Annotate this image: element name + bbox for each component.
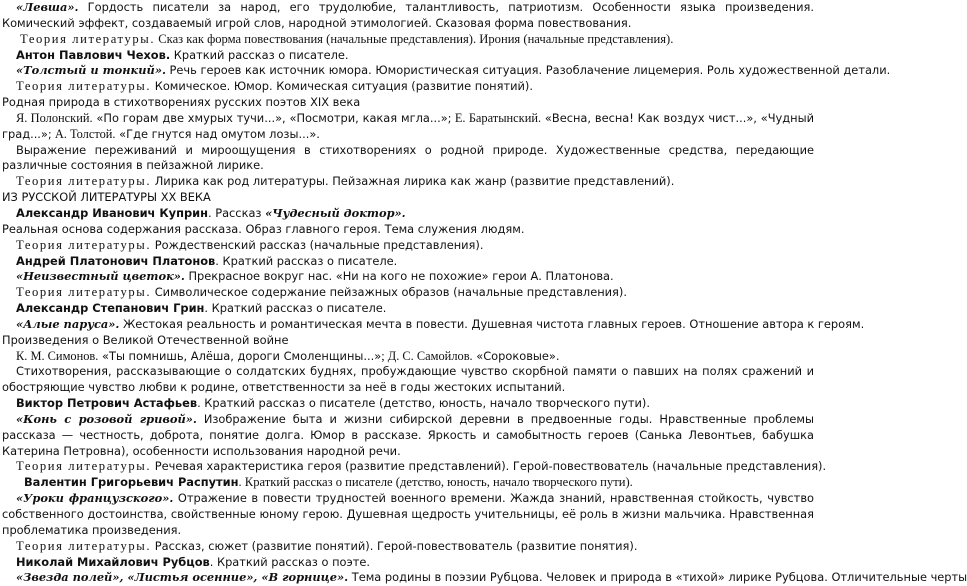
paragraph-text: . Рассказ [207, 205, 266, 220]
paragraph-author [2, 396, 814, 412]
work-title: «Левша». [16, 0, 79, 14]
work-title: «Толстый и тонкий». [16, 63, 166, 78]
paragraph-text: Рассказ, сюжет (развитие понятий). Герой-повествователь (развитие понятия). [151, 538, 638, 553]
paragraph-text: Прекрасное вокруг нас. «Ни на кого не похожие» герои А. Платонова. [184, 269, 614, 284]
paragraph-theory [2, 459, 827, 475]
theory-heading: Теория литературы. [16, 538, 152, 553]
theory-heading: Теория литературы. [16, 79, 152, 94]
paragraph-text: Краткий рассказ о писателе. [170, 47, 349, 62]
section-heading: Родная природа в стихотворениях русских поэтов XIX века [2, 95, 361, 110]
paragraph-text: Сказ как форма повествования (начальные представления). Ирония (начальные представления). [155, 31, 674, 46]
author-name: Валентин Григорьевич Распутин [24, 475, 239, 490]
paragraph-text: Символическое содержание пейзажных образов (начальные представления). [151, 285, 627, 300]
paragraph-text: «Ты помнишь, Алёша, дороги Смоленщины...» [98, 348, 382, 363]
work-title: «Уроки французского». [16, 491, 174, 506]
paragraph-text: Выражение переживаний и мироощущения в стихотворениях о родной природе. Художественные средства, передающие различные состояния в пейзажной лирике. [2, 142, 814, 173]
paragraph-theory [2, 174, 814, 190]
paragraph-text: Стихотворения, рассказывающие о солдатских буднях, пробуждающие чувство скорбной памяти о павших на полях сражений и обостряющие чувство любви к родине, ответственности за неё в годы жестоких испытаний. [2, 364, 814, 395]
theory-heading: Теория литературы. [16, 285, 152, 300]
paragraph-text: Жестокая реальность и романтическая мечта в повести. Душевная чистота главных героев. Отношение автора к героям. [119, 316, 865, 331]
paragraph-text: . Краткий рассказ о писателе (детство, юность, начало творческого пути). [197, 396, 650, 411]
paragraph-text: . Краткий рассказ о писателе (детство, юность, начало творческого пути). [238, 475, 633, 490]
work-title: «Конь с розовой гривой». [16, 411, 197, 426]
theory-heading: Теория литературы. [16, 459, 152, 474]
paragraph-text: . Краткий рассказ о писателе. [204, 301, 387, 316]
paragraph-author [2, 475, 814, 491]
author-name: Антон Павлович Чехов. [16, 47, 171, 62]
section-heading: Произведения о Великой Отечественной войне [2, 332, 289, 347]
paragraph-poets [2, 111, 814, 143]
paragraph-text: Речевая характеристика героя (развитие представлений). Герой-повествователь (начальные представления). [151, 459, 827, 474]
paragraph-work [2, 491, 814, 539]
paragraph-levsha [2, 0, 814, 32]
paragraph-text: . Краткий рассказ о поэте. [209, 554, 371, 569]
work-title: «Алые паруса». [16, 316, 120, 331]
paragraph-text: . Краткий рассказ о писателе. [215, 253, 398, 268]
paragraph-work [2, 412, 814, 460]
poet-name: Я. Полонский. [16, 110, 93, 125]
poet-name: Е. Баратынский. [451, 110, 542, 125]
paragraph-theory [2, 32, 814, 48]
work-title: «Неизвестный цветок». [16, 269, 185, 284]
paragraph-work [2, 63, 891, 79]
author-name: Виктор Петрович Астафьев [16, 396, 198, 411]
section-heading: ИЗ РУССКОЙ ЛИТЕРАТУРЫ XX ВЕКА [2, 190, 211, 205]
paragraph-theory [2, 79, 814, 95]
paragraph-text: Речь героев как источник юмора. Юмористическая ситуация. Разоблачение лицемерия. Роль художественной детали. [165, 63, 891, 78]
paragraph-author [2, 206, 814, 222]
work-title: «Чудесный доктор». [265, 205, 406, 220]
poet-name: А. Толстой. [51, 126, 116, 141]
paragraph-text: Отражение в повести трудностей военного времени. Жажда знаний, нравственная стойкость, чувство собственного достоинства, свойственные юному герою. Душевная щедрость учительницы, её роль в жизни мальчика. Нравственная проблематика произведения. [2, 491, 814, 537]
paragraph-text: Изображение быта и жизни сибирской деревни в предвоенные годы. Нравственные проблемы рассказа — честность, доброта, понятие долга. Юмор в рассказе. Яркость и самобытность героев (Санька Левонтьев, бабушка Катерина Петровна), особенности использования народной речи. [2, 411, 814, 458]
author-name: Александр Иванович Куприн [16, 205, 208, 220]
theory-heading: Теория литературы. [16, 237, 152, 252]
poet-name: К. М. Симонов. [16, 348, 99, 363]
paragraph-theory [2, 539, 814, 555]
paragraph-text: «Весна, весна! Как воздух чист...», «Чудный град...»; [2, 110, 814, 141]
paragraph-text: Реальная основа содержания рассказа. Образ главного героя. Тема служения людям. [2, 221, 525, 236]
paragraph-text: «По горам две хмурых тучи...», «Посмотри, какая мгла...»; [92, 110, 452, 125]
paragraph-author [2, 254, 814, 270]
theory-heading: Теория литературы. [20, 31, 156, 46]
paragraph-text: «Сороковые». [472, 348, 560, 363]
paragraph-text: Гордость писатели за народ, его трудолюбие, талантливость, патриотизм. Особенности языка произведения. Комический эффект, создаваемый игрой слов, народной этимологией. Сказовая форма повествования. [2, 0, 814, 30]
paragraph-author [2, 48, 814, 64]
paragraph-text: Лирика как род литературы. Пейзажная лирика как жанр (развитие представлений). [151, 174, 675, 189]
paragraph-work [2, 316, 865, 333]
paragraph-text: «Где гнутся над омутом лозы...». [115, 126, 320, 141]
author-name: Николай Михайлович Рубцов [16, 554, 210, 569]
paragraph-poets [2, 349, 814, 365]
paragraph-author [2, 301, 814, 317]
paragraph-work [2, 570, 967, 586]
paragraph-text: Рождественский рассказ (начальные представления). [151, 237, 484, 252]
paragraph-work [2, 269, 814, 285]
paragraph-theory [2, 285, 814, 301]
author-name: Александр Степанович Грин [16, 301, 205, 316]
theory-heading: Теория литературы. [16, 174, 152, 189]
work-title: «Звезда полей», «Листья осенние», «В горнице». [16, 570, 349, 585]
poet-name: ; Д. С. Самойлов. [381, 348, 473, 363]
paragraph-author [2, 555, 814, 571]
author-name: Андрей Платонович Платонов [16, 253, 216, 268]
paragraph-theory [2, 238, 814, 254]
paragraph-text: Комическое. Юмор. Комическая ситуация (развитие понятий). [151, 79, 533, 94]
paragraph-text: Тема родины в поэзии Рубцова. Человек и природа в «тихой» лирике Рубцова. Отличительные черты [348, 570, 967, 585]
